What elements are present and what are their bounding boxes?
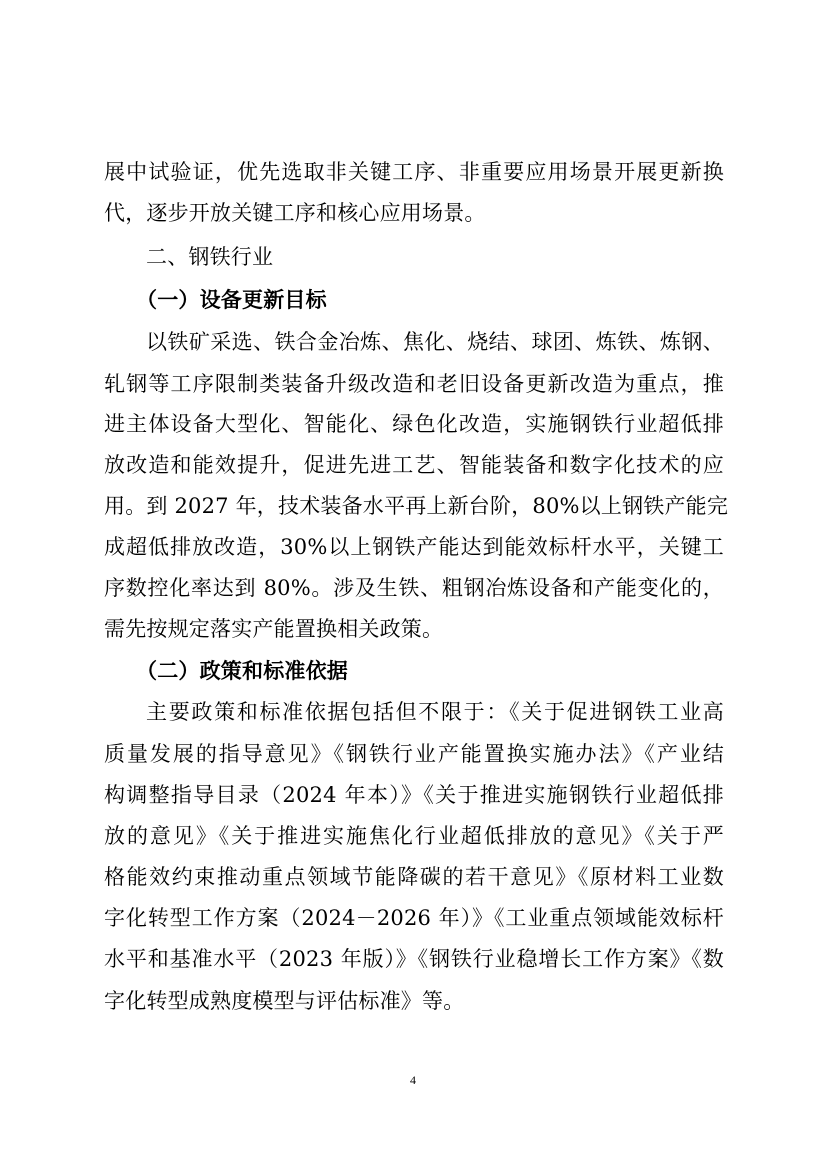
paragraph-line: 需先按规定落实产能置换相关政策。	[104, 617, 444, 641]
paragraph-line: 主要政策和标准依据包括但不限于：《关于促进钢铁工业高	[146, 700, 724, 724]
paragraph-line: 放改造和能效提升，促进先进工艺、智能装备和数字化技术的应	[104, 453, 724, 477]
paragraph-line: 格能效约束推动重点领域节能降碳的若干意见》《原材料工业数	[104, 865, 724, 889]
section-heading: 二、钢铁行业	[146, 245, 274, 269]
paragraph-line: 轧钢等工序限制类装备升级改造和老旧设备更新改造为重点，推	[104, 372, 724, 396]
paragraph-line: 构调整指导目录（2024 年本）》《关于推进实施钢铁行业超低排	[104, 783, 724, 807]
paragraph-line: 水平和基准水平（2023 年版）》《钢铁行业稳增长工作方案》《数	[104, 947, 724, 971]
paragraph-line: 放的意见》《关于推进实施焦化行业超低排放的意见》《关于严	[104, 824, 724, 848]
subsection-heading: （二）政策和标准依据	[136, 658, 348, 683]
paragraph-line: 进主体设备大型化、智能化、绿色化改造，实施钢铁行业超低排	[104, 412, 724, 436]
subsection-heading: （一）设备更新目标	[136, 287, 327, 312]
paragraph-line: 成超低排放改造，30%以上钢铁产能达到能效标杆水平，关键工	[104, 535, 724, 559]
paragraph-line: 字化转型工作方案（2024－2026 年）》《工业重点领域能效标杆	[104, 906, 724, 930]
paragraph-line: 展中试验证，优先选取非关键工序、非重要应用场景开展更新换	[104, 160, 724, 184]
paragraph-line: 质量发展的指导意见》《钢铁行业产能置换实施办法》《产业结	[104, 742, 724, 766]
page-number: 4	[410, 1073, 416, 1087]
paragraph-line: 代，逐步开放关键工序和核心应用场景。	[104, 201, 486, 225]
paragraph-line: 以铁矿采选、铁合金冶炼、焦化、烧结、球团、炼铁、炼钢、	[146, 330, 724, 354]
paragraph-line: 序数控化率达到 80%。涉及生铁、粗钢冶炼设备和产能变化的，	[104, 576, 724, 600]
paragraph-line: 用。到 2027 年，技术装备水平再上新台阶，80%以上钢铁产能完	[104, 494, 729, 518]
paragraph-line: 字化转型成熟度模型与评估标准》等。	[104, 989, 465, 1013]
